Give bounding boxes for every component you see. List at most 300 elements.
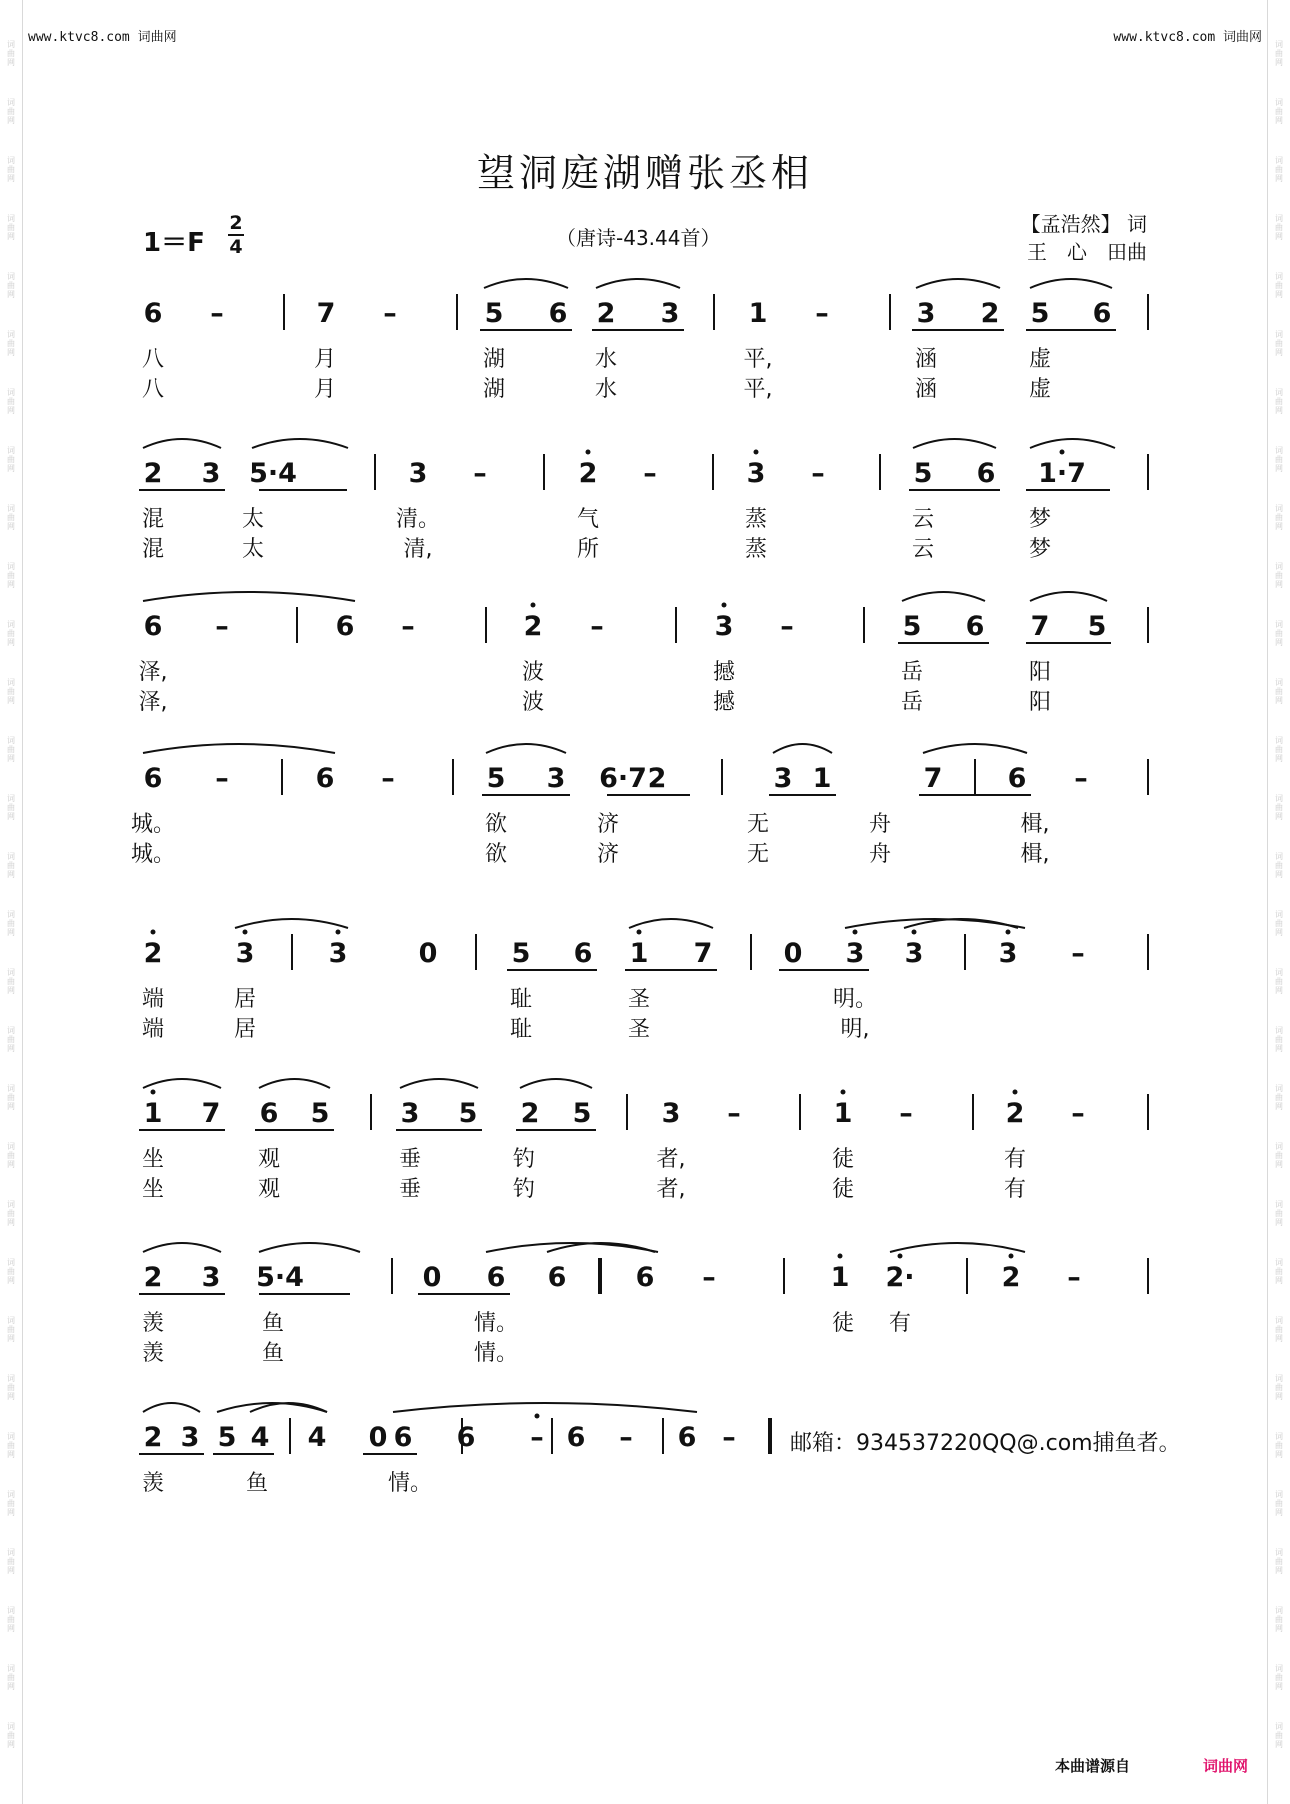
note-r1-n11: 3 (916, 298, 936, 329)
lyric-r2-v1-1: 混 (141, 507, 165, 532)
lyric-r6-v2-2: 观 (257, 1177, 281, 1202)
watermark-left-13: 词 曲 网 (7, 736, 15, 763)
octave-dot-7 (243, 930, 248, 935)
lyric-r4-v2-4: 无 (746, 842, 770, 867)
note-r7-n6: 6 (547, 1262, 567, 1293)
lyric-r2-v1-2: 太 (241, 507, 265, 532)
watermark-left-25: 词 曲 网 (7, 1432, 15, 1459)
lyric-r5-v2-2: 居 (233, 1017, 257, 1042)
lyric-r6-v2-4: 钓 (512, 1177, 536, 1202)
lyric-r1-v2-3: 湖 (482, 377, 506, 402)
note-r2-n9: – (811, 458, 825, 489)
note-r5-n1: 2 (143, 938, 163, 969)
note-r5-n7: 1 (629, 938, 649, 969)
note-r7-n4: 0 (422, 1262, 442, 1293)
slur-3 (916, 279, 1000, 288)
watermark-left-18: 词 曲 网 (7, 1026, 15, 1053)
watermark-left-20: 词 曲 网 (7, 1142, 15, 1169)
lyric-r7-v1-1: 羡 (141, 1311, 165, 1336)
slur-5 (143, 439, 221, 448)
slur-20 (143, 1079, 221, 1088)
note-r5-n2: 3 (235, 938, 255, 969)
watermark-right-29: 词 曲 网 (1275, 1664, 1283, 1691)
lyric-r7-v2-1: 羡 (141, 1341, 165, 1366)
lyric-r4-v1-3: 济 (596, 812, 620, 837)
note-r4-n12: 6 (1007, 763, 1027, 794)
note-r6-n5: 3 (400, 1098, 420, 1129)
lyric-r2-v1-3: 清。 (395, 507, 441, 532)
watermark-right-23: 词 曲 网 (1275, 1316, 1283, 1343)
note-r8-n4: 4 (250, 1422, 270, 1453)
lyric-r1-v2-6: 涵 (914, 377, 938, 402)
note-r3-n1: 6 (143, 611, 163, 642)
lyric-r2-v2-3: 清, (403, 537, 433, 562)
lyric-r1-v1-2: 月 (313, 347, 337, 372)
octave-dot-12 (1006, 930, 1011, 935)
watermark-right-19: 词 曲 网 (1275, 1084, 1283, 1111)
lyric-r2-v1-6: 云 (911, 507, 935, 532)
note-r7-n7: 6 (635, 1262, 655, 1293)
note-r6-n13: 2 (1005, 1098, 1025, 1129)
lyric-r6-v1-2: 观 (257, 1147, 281, 1172)
note-r7-n3: 5·4 (256, 1262, 304, 1293)
octave-dot-4 (531, 603, 536, 608)
slur-15 (923, 744, 1027, 753)
lyric-r2-v2-4: 所 (576, 537, 600, 562)
slur-23 (520, 1079, 592, 1088)
note-r4-n10: 1 (812, 763, 832, 794)
note-r6-n4: 5 (310, 1098, 330, 1129)
watermark-right-13: 词 曲 网 (1275, 736, 1283, 763)
note-r7-n10: 2· (885, 1262, 915, 1293)
lyric-r5-v1-3: 耻 (509, 987, 533, 1012)
octave-dot-16 (838, 1254, 843, 1259)
lyric-r6-v2-7: 有 (1003, 1177, 1027, 1202)
slur-17 (629, 919, 713, 928)
note-r6-n9: 3 (661, 1098, 681, 1129)
note-r5-n8: 7 (693, 938, 713, 969)
note-r4-n8: 2 (647, 763, 667, 794)
watermark-left-15: 词 曲 网 (7, 852, 15, 879)
note-r1-n14: 6 (1092, 298, 1112, 329)
note-r2-n12: 1·7 (1038, 458, 1086, 489)
lyric-r5-v2-4: 圣 (627, 1017, 651, 1042)
octave-dot-17 (898, 1254, 903, 1259)
left-watermark-strip (0, 0, 23, 1804)
lyric-r5-v1-1: 端 (141, 987, 165, 1012)
lyric-r4-v1-4: 无 (746, 812, 770, 837)
watermark-right-2: 词 曲 网 (1275, 98, 1283, 125)
slur-12 (143, 744, 335, 753)
note-r8-n13: – (722, 1422, 736, 1453)
octave-dot-9 (637, 930, 642, 935)
watermark-right-26: 词 曲 网 (1275, 1490, 1283, 1517)
slur-18 (845, 919, 1025, 928)
watermark-right-3: 词 曲 网 (1275, 156, 1283, 183)
octave-dot-13 (151, 1090, 156, 1095)
lyric-r7-v2-3: 情。 (473, 1341, 519, 1366)
note-r4-n7: 6·7 (599, 763, 647, 794)
watermark-left-2: 词 曲 网 (7, 98, 15, 125)
note-r8-n2: 3 (180, 1422, 200, 1453)
note-r4-n5: 5 (486, 763, 506, 794)
lyricist-credit: 【孟浩然】 词 (1020, 212, 1147, 236)
note-r8-n5: 4 (307, 1422, 327, 1453)
watermark-left-6: 词 曲 网 (7, 330, 15, 357)
slur-8 (1030, 439, 1115, 448)
watermark-left-26: 词 曲 网 (7, 1490, 15, 1517)
note-r8-n11: – (619, 1422, 633, 1453)
watermark-left-30: 词 曲 网 (7, 1722, 15, 1749)
right-watermark-strip (1267, 0, 1290, 1804)
note-r1-n5: 5 (484, 298, 504, 329)
note-r5-n9: 0 (783, 938, 803, 969)
note-r1-n13: 5 (1030, 298, 1050, 329)
lyric-r2-v1-5: 蒸 (744, 507, 768, 532)
watermark-right-22: 词 曲 网 (1275, 1258, 1283, 1285)
note-r5-n4: 0 (418, 938, 438, 969)
watermark-left-10: 词 曲 网 (7, 562, 15, 589)
watermark-left-1: 词 曲 网 (7, 40, 15, 67)
watermark-left-28: 词 曲 网 (7, 1606, 15, 1633)
lyric-r8-v1-1: 羡 (141, 1471, 165, 1496)
note-r4-n2: – (215, 763, 229, 794)
slur-27 (547, 1243, 655, 1252)
slur-24 (143, 1243, 221, 1252)
watermark-left-24: 词 曲 网 (7, 1374, 15, 1401)
watermark-right-20: 词 曲 网 (1275, 1142, 1283, 1169)
lyric-r6-v1-3: 垂 (398, 1147, 422, 1172)
watermark-right-30: 词 曲 网 (1275, 1722, 1283, 1749)
note-r3-n6: – (590, 611, 604, 642)
subtitle: （唐诗-43.44首） (556, 226, 721, 250)
slur-9 (143, 592, 355, 601)
note-r7-n9: 1 (830, 1262, 850, 1293)
note-r4-n11: 7 (923, 763, 943, 794)
lyric-r3-v2-1: 泽, (138, 690, 168, 715)
note-r1-n12: 2 (980, 298, 1000, 329)
slur-16 (235, 919, 348, 928)
note-r4-n13: – (1074, 763, 1088, 794)
octave-dot-2 (754, 450, 759, 455)
watermark-right-7: 词 曲 网 (1275, 388, 1283, 415)
email-note: 邮箱：934537220QQ@.com捕鱼者。 (790, 1431, 1181, 1456)
note-r2-n4: 3 (408, 458, 428, 489)
watermark-left-3: 词 曲 网 (7, 156, 15, 183)
note-r2-n8: 3 (746, 458, 766, 489)
lyric-r3-v2-4: 岳 (900, 690, 924, 715)
watermark-right-14: 词 曲 网 (1275, 794, 1283, 821)
watermark-left-23: 词 曲 网 (7, 1316, 15, 1343)
lyric-r5-v1-4: 圣 (627, 987, 651, 1012)
slur-14 (773, 744, 832, 753)
lyric-r4-v2-2: 欲 (484, 842, 508, 867)
note-r8-n10: 6 (566, 1422, 586, 1453)
lyric-r1-v1-4: 水 (594, 347, 618, 372)
note-r1-n3: 7 (316, 298, 336, 329)
lyric-r4-v1-6: 楫, (1020, 812, 1050, 837)
note-r5-n5: 5 (511, 938, 531, 969)
lyric-r2-v1-4: 气 (576, 507, 600, 532)
slur-30 (217, 1403, 327, 1412)
note-r3-n8: – (780, 611, 794, 642)
slur-28 (890, 1243, 1025, 1252)
slur-6 (252, 439, 348, 448)
lyric-r3-v2-3: 撼 (712, 690, 736, 715)
watermark-left-5: 词 曲 网 (7, 272, 15, 299)
note-r3-n4: – (401, 611, 415, 642)
note-r7-n12: – (1067, 1262, 1081, 1293)
note-r6-n7: 2 (520, 1098, 540, 1129)
lyric-r8-v1-2: 鱼 (245, 1471, 269, 1496)
watermark-right-18: 词 曲 网 (1275, 1026, 1283, 1053)
lyric-r5-v1-5: 明。 (832, 987, 878, 1012)
note-r2-n5: – (473, 458, 487, 489)
lyric-r6-v1-1: 坐 (141, 1147, 165, 1172)
note-r5-n3: 3 (328, 938, 348, 969)
note-r8-n12: 6 (677, 1422, 697, 1453)
lyric-r6-v1-7: 有 (1003, 1147, 1027, 1172)
watermark-right-5: 词 曲 网 (1275, 272, 1283, 299)
note-r7-n11: 2 (1001, 1262, 1021, 1293)
lyric-r4-v1-2: 欲 (484, 812, 508, 837)
lyric-r3-v1-4: 岳 (900, 660, 924, 685)
slur-10 (902, 592, 985, 601)
slur-13 (486, 744, 566, 753)
lyric-r3-v2-2: 波 (521, 690, 545, 715)
lyric-r4-v2-1: 城。 (130, 842, 176, 867)
note-r2-n11: 6 (976, 458, 996, 489)
note-r4-n6: 3 (546, 763, 566, 794)
note-r8-n8: 6 (456, 1422, 476, 1453)
lyric-r8-v1-3: 情。 (387, 1471, 433, 1496)
note-r1-n4: – (383, 298, 397, 329)
octave-dot-5 (722, 603, 727, 608)
note-r8-n9: – (530, 1422, 544, 1453)
note-r6-n14: – (1071, 1098, 1085, 1129)
slur-29 (143, 1403, 200, 1412)
time-bottom: 4 (229, 236, 243, 258)
lyric-r1-v2-4: 水 (594, 377, 618, 402)
slur-31 (250, 1403, 327, 1412)
lyric-r2-v2-1: 混 (141, 537, 165, 562)
watermark-left-29: 词 曲 网 (7, 1664, 15, 1691)
octave-dot-11 (912, 930, 917, 935)
lyric-r2-v1-7: 梦 (1028, 507, 1052, 532)
lyric-r1-v2-7: 虚 (1028, 377, 1052, 402)
footer-site: 词曲网 (1203, 1757, 1249, 1775)
watermark-left-17: 词 曲 网 (7, 968, 15, 995)
watermark-right-4: 词 曲 网 (1275, 214, 1283, 241)
note-r5-n6: 6 (573, 938, 593, 969)
time-signature (228, 212, 244, 258)
lyric-r6-v2-5: 者, (656, 1177, 686, 1202)
lyric-r1-v1-6: 涵 (914, 347, 938, 372)
note-r3-n2: – (215, 611, 229, 642)
lyric-r6-v2-3: 垂 (398, 1177, 422, 1202)
lyric-r4-v1-1: 城。 (130, 812, 176, 837)
watermark-right-21: 词 曲 网 (1275, 1200, 1283, 1227)
lyric-r1-v1-3: 湖 (482, 347, 506, 372)
watermark-left-8: 词 曲 网 (7, 446, 15, 473)
lyric-r2-v2-7: 梦 (1028, 537, 1052, 562)
lyric-r4-v2-5: 舟 (868, 842, 892, 867)
note-r1-n10: – (815, 298, 829, 329)
watermark-right-9: 词 曲 网 (1275, 504, 1283, 531)
watermark-right-6: 词 曲 网 (1275, 330, 1283, 357)
header-left-url: www.ktvc8.com 词曲网 (28, 30, 177, 45)
note-r1-n7: 2 (596, 298, 616, 329)
watermark-left-27: 词 曲 网 (7, 1548, 15, 1575)
note-r2-n10: 5 (913, 458, 933, 489)
watermark-left-4: 词 曲 网 (7, 214, 15, 241)
watermark-right-1: 词 曲 网 (1275, 40, 1283, 67)
octave-dot-10 (853, 930, 858, 935)
note-r5-n11: 3 (904, 938, 924, 969)
lyric-r3-v1-5: 阳 (1028, 660, 1052, 685)
note-r6-n11: 1 (833, 1098, 853, 1129)
note-r1-n2: – (210, 298, 224, 329)
note-r3-n12: 5 (1087, 611, 1107, 642)
note-r4-n9: 3 (773, 763, 793, 794)
note-r1-n8: 3 (660, 298, 680, 329)
watermark-right-12: 词 曲 网 (1275, 678, 1283, 705)
lyric-r5-v2-3: 耻 (509, 1017, 533, 1042)
note-r6-n10: – (727, 1098, 741, 1129)
note-r8-n7: 6 (393, 1422, 413, 1453)
watermark-right-10: 词 曲 网 (1275, 562, 1283, 589)
slur-19 (904, 919, 1018, 928)
lyric-r7-v1-4: 徒 (831, 1311, 855, 1336)
watermark-right-27: 词 曲 网 (1275, 1548, 1283, 1575)
note-r2-n2: 3 (201, 458, 221, 489)
lyric-r4-v1-5: 舟 (868, 812, 892, 837)
note-r5-n13: – (1071, 938, 1085, 969)
lyric-r3-v2-5: 阳 (1028, 690, 1052, 715)
note-r3-n5: 2 (523, 611, 543, 642)
note-r5-n12: 3 (998, 938, 1018, 969)
lyric-r1-v1-5: 平, (743, 347, 773, 372)
watermark-left-12: 词 曲 网 (7, 678, 15, 705)
lyric-r6-v1-4: 钓 (512, 1147, 536, 1172)
lyric-r3-v1-3: 撼 (712, 660, 736, 685)
lyric-r7-v1-3: 情。 (473, 1311, 519, 1336)
watermark-right-17: 词 曲 网 (1275, 968, 1283, 995)
lyric-r1-v2-1: 八 (141, 377, 165, 402)
note-r1-n1: 6 (143, 298, 163, 329)
octave-dot-15 (1013, 1090, 1018, 1095)
note-r2-n1: 2 (143, 458, 163, 489)
slur-22 (400, 1079, 478, 1088)
slur-25 (259, 1243, 360, 1252)
note-r8-n6: 0 (368, 1422, 388, 1453)
watermark-left-11: 词 曲 网 (7, 620, 15, 647)
lyric-r6-v1-6: 徒 (831, 1147, 855, 1172)
note-r7-n5: 6 (486, 1262, 506, 1293)
note-r6-n1: 1 (143, 1098, 163, 1129)
note-r3-n3: 6 (335, 611, 355, 642)
slur-1 (484, 279, 568, 288)
octave-dot-6 (151, 930, 156, 935)
time-top: 2 (229, 212, 243, 234)
note-r7-n2: 3 (201, 1262, 221, 1293)
note-r3-n7: 3 (714, 611, 734, 642)
watermark-right-24: 词 曲 网 (1275, 1374, 1283, 1401)
note-r7-n1: 2 (143, 1262, 163, 1293)
slur-2 (596, 279, 680, 288)
watermark-right-28: 词 曲 网 (1275, 1606, 1283, 1633)
watermark-right-15: 词 曲 网 (1275, 852, 1283, 879)
lyric-r3-v1-1: 泽, (138, 660, 168, 685)
watermark-left-9: 词 曲 网 (7, 504, 15, 531)
watermark-left-22: 词 曲 网 (7, 1258, 15, 1285)
lyric-r1-v2-2: 月 (313, 377, 337, 402)
note-r2-n7: – (643, 458, 657, 489)
note-r8-n1: 2 (143, 1422, 163, 1453)
watermark-right-8: 词 曲 网 (1275, 446, 1283, 473)
watermark-left-16: 词 曲 网 (7, 910, 15, 937)
slur-7 (913, 439, 996, 448)
lyric-r5-v1-2: 居 (233, 987, 257, 1012)
watermark-left-19: 词 曲 网 (7, 1084, 15, 1111)
header-right-url: www.ktvc8.com 词曲网 (1113, 30, 1262, 45)
slur-11 (1030, 592, 1107, 601)
lyric-r5-v2-5: 明, (840, 1017, 870, 1042)
lyric-r7-v1-2: 鱼 (261, 1311, 285, 1336)
lyric-r3-v1-2: 波 (521, 660, 545, 685)
octave-dot-18 (1009, 1254, 1014, 1259)
slur-21 (259, 1079, 330, 1088)
lyric-r5-v2-1: 端 (141, 1017, 165, 1042)
lyric-r2-v2-5: 蒸 (744, 537, 768, 562)
note-r6-n8: 5 (572, 1098, 592, 1129)
footer-source: 本曲谱源自 (1055, 1757, 1131, 1775)
octave-dot-19 (535, 1414, 540, 1419)
lyric-r1-v1-7: 虚 (1028, 347, 1052, 372)
note-r3-n10: 6 (965, 611, 985, 642)
slur-32 (393, 1403, 697, 1412)
note-r4-n4: – (381, 763, 395, 794)
note-r3-n11: 7 (1030, 611, 1050, 642)
lyric-r7-v2-2: 鱼 (261, 1341, 285, 1366)
lyric-r7-v1-5: 有 (888, 1311, 912, 1336)
note-r5-n10: 3 (845, 938, 865, 969)
note-r6-n2: 7 (201, 1098, 221, 1129)
watermark-right-16: 词 曲 网 (1275, 910, 1283, 937)
key-signature: 1＝F (143, 228, 205, 258)
note-r3-n9: 5 (902, 611, 922, 642)
watermark-right-11: 词 曲 网 (1275, 620, 1283, 647)
note-r6-n3: 6 (259, 1098, 279, 1129)
composer-credit: 王 心 田曲 (1027, 240, 1147, 264)
watermark-right-25: 词 曲 网 (1275, 1432, 1283, 1459)
note-r4-n3: 6 (315, 763, 335, 794)
lyric-r2-v2-2: 太 (241, 537, 265, 562)
song-title: 望洞庭湖赠张丞相 (476, 151, 813, 195)
lyric-r6-v1-5: 者, (656, 1147, 686, 1172)
note-r7-n8: – (702, 1262, 716, 1293)
note-r1-n9: 1 (748, 298, 768, 329)
lyric-r6-v2-1: 坐 (141, 1177, 165, 1202)
octave-dot-8 (336, 930, 341, 935)
lyric-r6-v2-6: 徒 (831, 1177, 855, 1202)
note-r8-n3: 5 (217, 1422, 237, 1453)
octave-dot-14 (841, 1090, 846, 1095)
slur-4 (1030, 279, 1112, 288)
note-r2-n6: 2 (578, 458, 598, 489)
note-r6-n12: – (899, 1098, 913, 1129)
octave-dot-1 (586, 450, 591, 455)
